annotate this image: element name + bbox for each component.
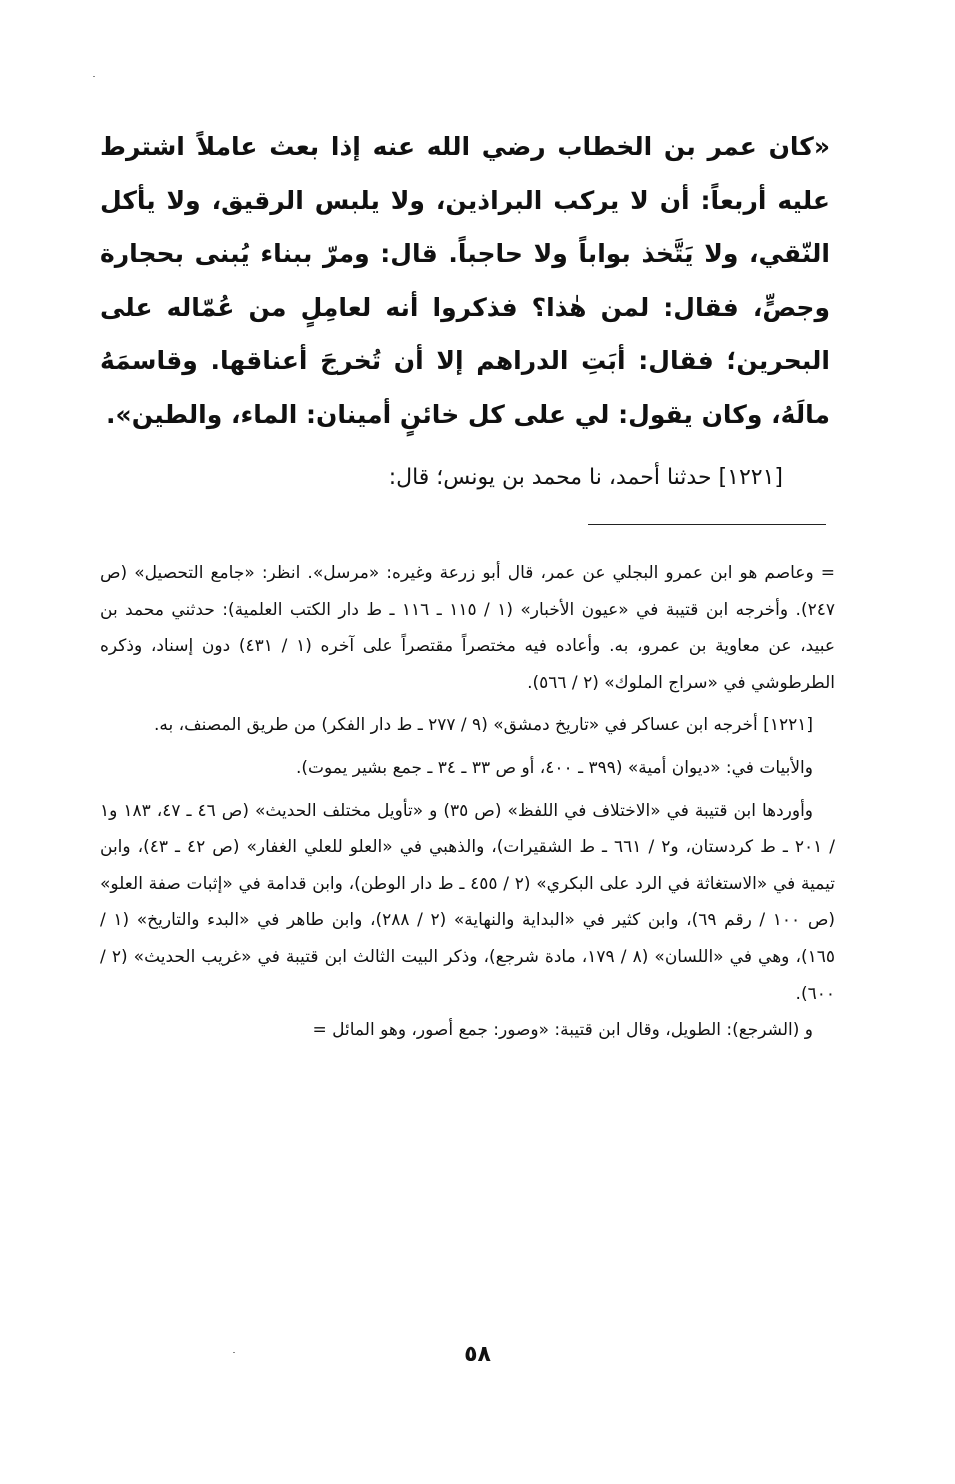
footnote-paragraph: والأبيات في: «ديوان أمية» (٣٩٩ ـ ٤٠٠، أو ص ٣٣ ـ ٣٤ ـ جمع بشير يموت).	[295, 757, 813, 778]
page-number: ٥٨	[464, 1342, 491, 1367]
main-paragraph: «كان عمر بن الخطاب رضي الله عنه إذا بعث عاملاً اشترط عليه أربعاً: أن لا يركب البراذين، ولا يلبس الرقيق، ولا يأكل النّقي، ولا يَتَّخذ بواباً ولا حاجباً. قال: ومرّ ببناء يُبنى بحجارة وجصٍّ، فقال: لمن هٰذا؟ فذكروا أنه لعامِلٍ من عُمّاله على البحرين؛ فقال: أبَتِ الدراهم إلا أن تُخرجَ أعناقها. وقاسمَهُ مالَهُ، وكان يقول: لي على كل خائنٍ أمينان: الماء، والطين».	[100, 132, 830, 429]
footnote-paragraph: و (الشرجع): الطويل، وقال ابن قتيبة: «وصور: جمع أصور، وهو المائل =	[312, 1020, 813, 1041]
footnote-paragraph: وأوردها ابن قتيبة في «الاختلاف في اللفظ» (ص ٣٥) و «تأويل مختلف الحديث» (ص ٤٦ ـ ٤٧، ١٨٣ و١ / ٢٠١ ـ ط كردستان، و٢ / ٦٦١ ـ ط الشقيرات)، والذهبي في «العلو للعلي الغفار» (ص ٤٢ ـ ٤٣)، وابن تيمية في «الاستغاثة في الرد على البكري» (٢ / ٤٥٥ ـ ط دار الوطن)، وابن قدامة في «إثبات صفة العلو» (ص ١٠٠ / رقم ٦٩)، وابن كثير في «البداية والنهاية» (٢ / ٢٨٨)، وابن طاهر في «البدء والتاريخ» (١ / ١٦٥)، وهي في «اللسان» (٨ / ١٧٩، مادة شرجع)، وذكر البيت الثالث ابن قتيبة في «غريب الحديث» (٢ / ٦٠٠).	[100, 800, 836, 1004]
footnote-separator	[588, 524, 826, 525]
footnote-paragraph: = وعاصم هو ابن عمرو البجلي عن عمر، قال أبو زرعة وغيره: «مرسل». انظر: «جامع التحصيل» (ص ٢٤٧). وأخرجه ابن قتيبة في «عيون الأخبار» (١ / ١١٥ ـ ١١٦ ـ ط دار الكتب العلمية): حدثني محمد بن عبيد، عن معاوية بن عمرو، به. وأعاده فيه مختصراً مقتصراً على آخره (١ / ٤٣١) دون إسناد، وذكره الطرطوشي في «سراج الملوك» (٢ / ٥٦٦).	[100, 563, 835, 693]
footnote-paragraph: [١٢٢١] أخرجه ابن عساكر في «تاريخ دمشق» (٩ / ٢٧٧ ـ ط دار الفكر) من طريق المصنف، به.	[153, 715, 813, 736]
main-narration	[100, 120, 830, 441]
footnotes-section	[100, 555, 835, 1049]
scan-speck	[93, 76, 95, 77]
hadith-chain-line: [١٢٢١] حدثنا أحمد، نا محمد بن يونس؛ قال:	[388, 465, 783, 490]
